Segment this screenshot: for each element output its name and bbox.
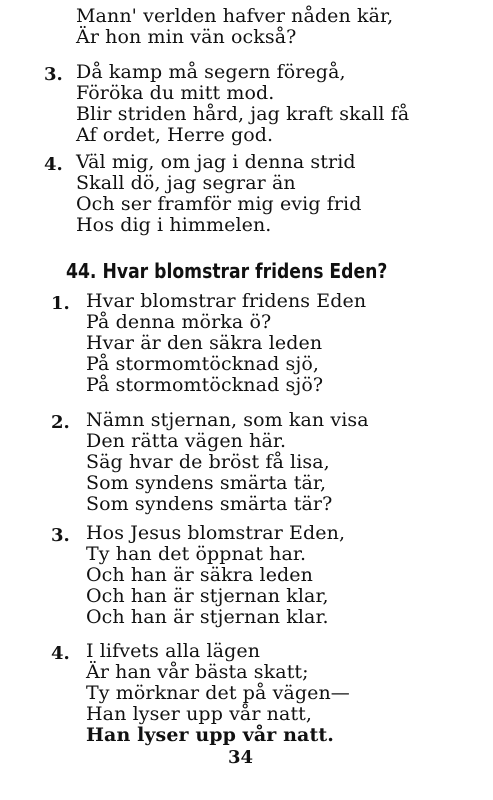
verse-number: 1. bbox=[51, 293, 70, 314]
verse-line: Säg hvar de bröst få lisa, bbox=[86, 451, 330, 473]
verse-line: Han lyser upp vår natt, bbox=[86, 703, 313, 725]
verse-number: 4. bbox=[44, 154, 63, 175]
verse-line: Hos Jesus blomstrar Eden, bbox=[86, 522, 346, 544]
verse-line: På stormomtöcknad sjö? bbox=[86, 374, 324, 396]
verse-line: Och ser framför mig evig frid bbox=[76, 193, 362, 215]
verse-number: 3. bbox=[44, 64, 63, 85]
verse-line: Och han är stjernan klar, bbox=[86, 585, 329, 607]
verse-line: Hvar är den säkra leden bbox=[86, 332, 323, 354]
verse-line: Som syndens smärta tär? bbox=[86, 493, 333, 515]
hymn-title: 44. Hvar blomstrar fridens Eden? bbox=[66, 259, 388, 283]
verse-line: Den rätta vägen här. bbox=[86, 430, 287, 452]
verse-line: Och han är stjernan klar. bbox=[86, 606, 329, 628]
verse-line: Är hon min vän också? bbox=[76, 26, 297, 48]
verse-line: Hos dig i himmelen. bbox=[76, 214, 272, 236]
verse-line: Af ordet, Herre god. bbox=[76, 124, 274, 146]
verse-line: Som syndens smärta tär, bbox=[86, 472, 327, 494]
verse-line: Är han vår bästa skatt; bbox=[86, 661, 309, 683]
verse-line: Hvar blomstrar fridens Eden bbox=[86, 290, 367, 312]
verse-line: I lifvets alla lägen bbox=[86, 640, 261, 662]
verse-number: 2. bbox=[51, 412, 70, 433]
verse-line: Ty han det öppnat har. bbox=[86, 543, 307, 565]
verse-line: Föröka du mitt mod. bbox=[76, 82, 275, 104]
verse-line: Mann' verlden hafver nåden kär, bbox=[76, 5, 394, 27]
verse-number: 4. bbox=[51, 643, 70, 664]
verse-line: På stormomtöcknad sjö, bbox=[86, 353, 319, 375]
verse-line: Då kamp må segern föregå, bbox=[76, 61, 346, 83]
verse-line: Väl mig, om jag i denna strid bbox=[76, 151, 356, 173]
verse-line: Nämn stjernan, som kan visa bbox=[86, 409, 369, 431]
verse-line: Blir striden hård, jag kraft skall få bbox=[76, 103, 410, 125]
verse-line: På denna mörka ö? bbox=[86, 311, 272, 333]
verse-line: Han lyser upp vår natt. bbox=[86, 724, 334, 746]
verse-line: Ty mörknar det på vägen— bbox=[86, 682, 350, 704]
page-number: 34 bbox=[228, 747, 254, 768]
verse-line: Och han är säkra leden bbox=[86, 564, 313, 586]
verse-line: Skall dö, jag segrar än bbox=[76, 172, 296, 194]
verse-number: 3. bbox=[51, 525, 70, 546]
